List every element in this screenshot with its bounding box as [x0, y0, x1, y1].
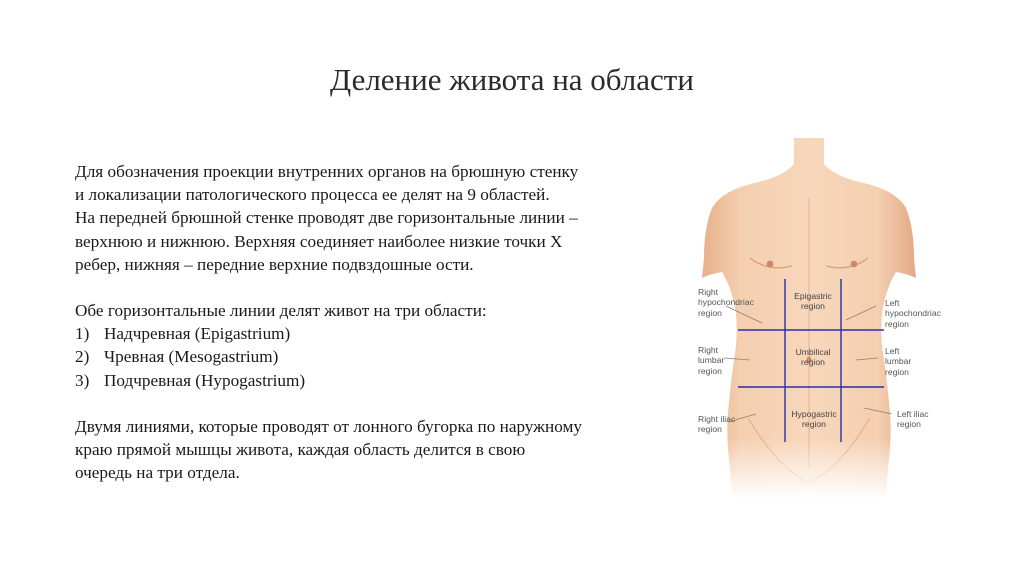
- label-left-hypochondriac: Left hypochondriac region: [885, 298, 941, 329]
- list-text: Подчревная (Hypogastrium): [104, 370, 306, 390]
- list-item: [75, 322, 650, 345]
- regions-list: [75, 322, 650, 392]
- list-number: 2): [75, 347, 90, 367]
- paragraph-line: верхнюю и нижнюю. Верхняя соединяет наиболее низкие точки X: [75, 231, 563, 251]
- list-item: [75, 345, 650, 368]
- paragraph-line: ребер, нижняя – передние верхние подвздошные ости.: [75, 254, 474, 274]
- paragraph-line: Для обозначения проекции внутренних органов на брюшную стенку: [75, 162, 579, 181]
- list-item: [75, 369, 650, 392]
- label-right-iliac: Right iliac region: [698, 414, 736, 435]
- list-intro: Обе горизонтальные линии делят живот на три области:: [75, 301, 487, 321]
- label-right-lumbar: Right lumbar region: [698, 345, 725, 376]
- list-number: 3): [75, 370, 90, 390]
- paragraph-line: На передней брюшной стенке проводят две горизонтальные линии –: [75, 208, 578, 228]
- list-text: Надчревная (Epigastrium): [104, 324, 291, 344]
- paragraph-line: очередь на три отдела.: [75, 463, 240, 483]
- label-left-iliac: Left iliac region: [897, 409, 929, 430]
- label-umbilical: Umbilical region: [795, 347, 831, 368]
- paragraph-line: Двумя линиями, которые проводят от лонного бугорка по наружному: [75, 416, 582, 436]
- label-hypogastric: Hypogastric region: [791, 409, 837, 430]
- body-text: [75, 160, 650, 484]
- label-left-lumbar: Left lumbar region: [885, 346, 912, 377]
- paragraph-line: и локализации патологического процесса ее делят на 9 областей.: [75, 185, 550, 205]
- label-epigastric: Epigastric region: [794, 291, 832, 312]
- list-number: 1): [75, 324, 90, 344]
- slide-title: Деление живота на области: [330, 62, 694, 97]
- label-right-hypochondriac: Right hypochondriac region: [698, 287, 754, 318]
- paragraph-line: краю прямой мышцы живота, каждая область делится в свою: [75, 440, 526, 460]
- abdomen-regions-figure: [688, 138, 950, 498]
- list-text: Чревная (Mesogastrium): [104, 347, 279, 367]
